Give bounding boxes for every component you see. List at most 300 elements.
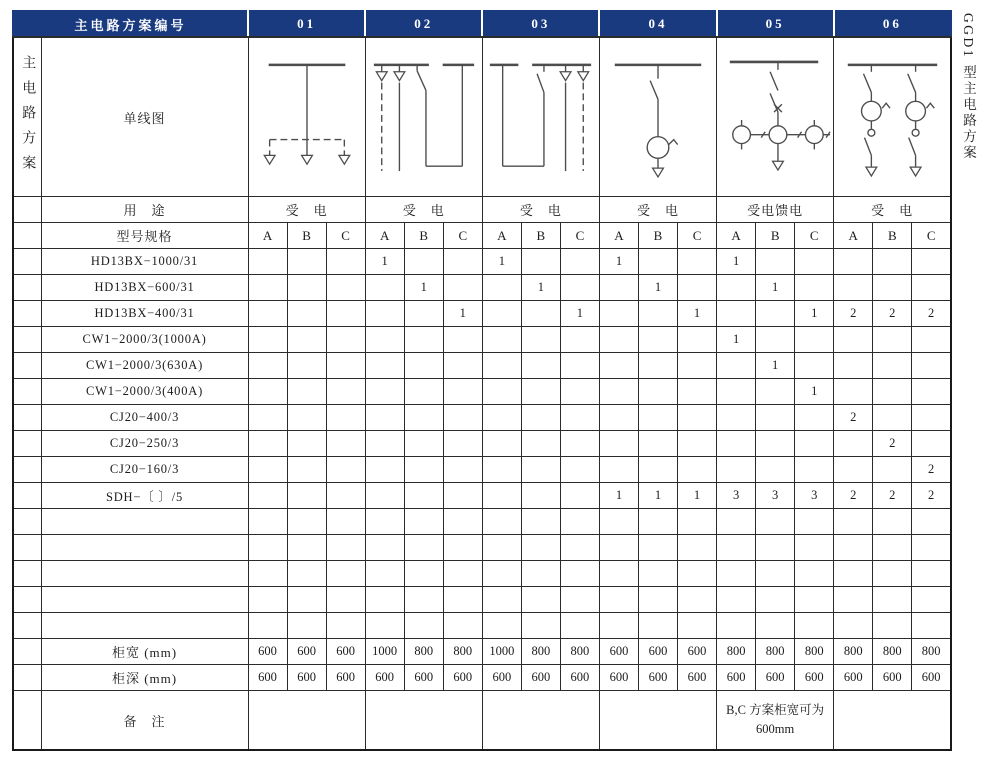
empty-cell — [638, 561, 677, 587]
quantity-cell — [756, 249, 795, 275]
empty-row — [13, 509, 951, 535]
quantity-cell — [443, 457, 482, 483]
spec-subcol-header: A — [365, 223, 404, 249]
empty-cell — [560, 509, 599, 535]
quantity-cell — [599, 275, 638, 301]
empty-cell — [834, 561, 873, 587]
quantity-cell — [365, 353, 404, 379]
empty-label-cell — [41, 613, 248, 639]
empty-label-cell — [41, 509, 248, 535]
dimension-cell: 600 — [287, 665, 326, 691]
quantity-cell — [678, 353, 717, 379]
quantity-cell: 1 — [638, 275, 677, 301]
spacer-cell — [13, 197, 41, 223]
quantity-cell — [482, 405, 521, 431]
empty-cell — [599, 561, 638, 587]
quantity-cell — [248, 301, 287, 327]
scheme-02-diagram — [366, 39, 481, 195]
empty-cell — [678, 587, 717, 613]
dimension-cell: 800 — [873, 639, 912, 665]
diagram-row-label: 单线图 — [41, 37, 248, 197]
empty-cell — [443, 509, 482, 535]
scheme-header-05: 05 — [717, 11, 834, 37]
empty-cell — [717, 613, 756, 639]
side-vertical-label-cell — [13, 37, 41, 197]
quantity-cell — [834, 353, 873, 379]
scheme-02-diagram-cell — [365, 37, 482, 197]
quantity-cell — [287, 457, 326, 483]
quantity-cell: 1 — [560, 301, 599, 327]
quantity-cell — [560, 249, 599, 275]
quantity-cell — [756, 405, 795, 431]
table-body — [13, 37, 951, 750]
spacer-cell — [13, 509, 41, 535]
quantity-cell — [795, 249, 834, 275]
spacer-cell — [13, 379, 41, 405]
scheme-01-diagram-cell — [248, 37, 365, 197]
quantity-cell — [834, 275, 873, 301]
dimension-cell: 1000 — [365, 639, 404, 665]
empty-cell — [404, 509, 443, 535]
empty-cell — [717, 509, 756, 535]
dimension-cell: 600 — [638, 639, 677, 665]
quantity-cell — [638, 431, 677, 457]
empty-cell — [482, 535, 521, 561]
spacer-cell — [13, 639, 41, 665]
quantity-cell — [795, 275, 834, 301]
dimension-cell: 600 — [560, 665, 599, 691]
usage-cell: 受 电 — [365, 197, 482, 223]
quantity-cell — [326, 431, 365, 457]
quantity-cell — [873, 275, 912, 301]
empty-cell — [717, 587, 756, 613]
quantity-cell — [443, 379, 482, 405]
quantity-cell — [248, 483, 287, 509]
scheme-05-diagram-cell — [717, 37, 834, 197]
empty-cell — [795, 561, 834, 587]
quantity-cell: 2 — [873, 483, 912, 509]
model-name: SDH−〔 〕/5 — [41, 483, 248, 509]
spacer-cell — [13, 223, 41, 249]
empty-cell — [287, 587, 326, 613]
single-line-diagram-row — [13, 37, 951, 197]
spec-row — [13, 223, 951, 249]
model-row — [13, 483, 951, 509]
empty-cell — [560, 561, 599, 587]
model-name: CW1−2000/3(1000A) — [41, 327, 248, 353]
quantity-cell — [365, 327, 404, 353]
empty-cell — [834, 535, 873, 561]
dimension-cell: 600 — [404, 665, 443, 691]
quantity-cell: 1 — [599, 249, 638, 275]
spec-subcol-header: C — [560, 223, 599, 249]
empty-cell — [248, 509, 287, 535]
quantity-cell: 2 — [834, 483, 873, 509]
quantity-cell — [326, 379, 365, 405]
quantity-cell — [365, 379, 404, 405]
scheme-06-diagram-cell — [834, 37, 951, 197]
quantity-cell — [287, 405, 326, 431]
empty-cell — [404, 613, 443, 639]
quantity-cell — [638, 249, 677, 275]
dimension-cell: 800 — [521, 639, 560, 665]
empty-cell — [482, 561, 521, 587]
quantity-cell — [717, 275, 756, 301]
empty-cell — [326, 509, 365, 535]
quantity-cell: 1 — [717, 249, 756, 275]
scheme-06-diagram — [835, 39, 950, 195]
quantity-cell — [365, 431, 404, 457]
empty-cell — [756, 535, 795, 561]
empty-cell — [834, 509, 873, 535]
quantity-cell — [404, 301, 443, 327]
empty-cell — [599, 587, 638, 613]
empty-cell — [599, 509, 638, 535]
quantity-cell — [678, 275, 717, 301]
scheme-header-02: 02 — [365, 11, 482, 37]
remark-cell — [834, 691, 951, 751]
quantity-cell: 1 — [521, 275, 560, 301]
quantity-cell — [717, 457, 756, 483]
quantity-cell — [912, 405, 951, 431]
model-name: HD13BX−600/31 — [41, 275, 248, 301]
quantity-cell — [638, 327, 677, 353]
quantity-cell — [873, 353, 912, 379]
empty-cell — [248, 587, 287, 613]
empty-cell — [756, 613, 795, 639]
quantity-cell — [326, 405, 365, 431]
scheme-header-03: 03 — [482, 11, 599, 37]
usage-row-label: 用 途 — [41, 197, 248, 223]
quantity-cell — [560, 275, 599, 301]
quantity-cell: 1 — [365, 249, 404, 275]
quantity-cell — [521, 405, 560, 431]
remark-cell: B,C 方案柜宽可为600mm — [717, 691, 834, 751]
quantity-cell — [365, 483, 404, 509]
spacer-cell — [13, 587, 41, 613]
quantity-cell — [248, 275, 287, 301]
quantity-cell — [287, 275, 326, 301]
quantity-cell: 2 — [834, 405, 873, 431]
usage-row — [13, 197, 951, 223]
spacer-cell — [13, 457, 41, 483]
model-row — [13, 275, 951, 301]
quantity-cell — [248, 431, 287, 457]
dimension-cell: 800 — [717, 639, 756, 665]
empty-cell — [443, 561, 482, 587]
empty-cell — [365, 509, 404, 535]
empty-cell — [795, 535, 834, 561]
dimension-cell: 800 — [756, 639, 795, 665]
quantity-cell — [287, 483, 326, 509]
empty-cell — [326, 561, 365, 587]
dimension-cell: 800 — [912, 639, 951, 665]
quantity-cell — [404, 353, 443, 379]
side-vertical-label: 主电路方案 — [20, 54, 36, 180]
empty-label-cell — [41, 535, 248, 561]
empty-cell — [717, 561, 756, 587]
quantity-cell — [873, 249, 912, 275]
empty-row — [13, 587, 951, 613]
quantity-cell — [287, 301, 326, 327]
dimension-cell: 600 — [443, 665, 482, 691]
quantity-cell — [560, 353, 599, 379]
quantity-cell — [834, 249, 873, 275]
quantity-cell — [912, 249, 951, 275]
spec-subcol-header: B — [404, 223, 443, 249]
quantity-cell — [678, 405, 717, 431]
quantity-cell — [482, 431, 521, 457]
scheme-01-diagram — [249, 39, 364, 195]
dimension-cell: 600 — [678, 639, 717, 665]
quantity-cell — [326, 457, 365, 483]
quantity-cell — [248, 379, 287, 405]
empty-cell — [912, 561, 951, 587]
quantity-cell — [560, 405, 599, 431]
empty-row — [13, 613, 951, 639]
dimension-cell: 600 — [326, 639, 365, 665]
quantity-cell — [678, 457, 717, 483]
quantity-cell — [443, 483, 482, 509]
quantity-cell — [873, 405, 912, 431]
quantity-cell: 1 — [599, 483, 638, 509]
quantity-cell — [287, 327, 326, 353]
quantity-cell — [599, 327, 638, 353]
empty-cell — [521, 535, 560, 561]
spacer-cell — [13, 301, 41, 327]
quantity-cell: 1 — [756, 275, 795, 301]
quantity-cell — [678, 431, 717, 457]
dimension-cell: 800 — [443, 639, 482, 665]
spacer-cell — [13, 483, 41, 509]
quantity-cell — [795, 405, 834, 431]
empty-cell — [912, 587, 951, 613]
quantity-cell — [599, 301, 638, 327]
quantity-cell: 1 — [795, 379, 834, 405]
cabinet-depth-row — [13, 665, 951, 691]
spacer-cell — [13, 353, 41, 379]
table-header — [13, 11, 951, 37]
empty-cell — [443, 613, 482, 639]
spacer-cell — [13, 535, 41, 561]
spacer-cell — [13, 431, 41, 457]
quantity-cell — [365, 275, 404, 301]
quantity-cell — [521, 353, 560, 379]
quantity-cell — [482, 457, 521, 483]
quantity-cell: 1 — [482, 249, 521, 275]
quantity-cell — [560, 379, 599, 405]
spacer-cell — [13, 613, 41, 639]
quantity-cell — [521, 379, 560, 405]
quantity-cell — [326, 301, 365, 327]
empty-cell — [873, 561, 912, 587]
quantity-cell: 1 — [756, 353, 795, 379]
quantity-cell — [482, 275, 521, 301]
model-name: CJ20−400/3 — [41, 405, 248, 431]
empty-cell — [756, 561, 795, 587]
spec-subcol-header: C — [678, 223, 717, 249]
scheme-header-01: 01 — [248, 11, 365, 37]
scheme-header-04: 04 — [599, 11, 716, 37]
quantity-cell — [599, 405, 638, 431]
cabinet-width-row-label: 柜宽 (mm) — [41, 639, 248, 665]
spacer-cell — [13, 327, 41, 353]
spec-subcol-header: B — [638, 223, 677, 249]
quantity-cell — [521, 431, 560, 457]
empty-cell — [678, 535, 717, 561]
cabinet-width-row — [13, 639, 951, 665]
empty-cell — [638, 587, 677, 613]
quantity-cell: 3 — [756, 483, 795, 509]
quantity-cell — [834, 431, 873, 457]
quantity-cell — [482, 327, 521, 353]
empty-cell — [521, 561, 560, 587]
quantity-cell — [873, 457, 912, 483]
empty-cell — [482, 613, 521, 639]
quantity-cell — [560, 457, 599, 483]
quantity-cell — [912, 353, 951, 379]
empty-cell — [404, 535, 443, 561]
empty-cell — [521, 613, 560, 639]
quantity-cell — [287, 431, 326, 457]
dimension-cell: 800 — [404, 639, 443, 665]
quantity-cell — [404, 327, 443, 353]
empty-row — [13, 535, 951, 561]
quantity-cell — [248, 249, 287, 275]
dimension-cell: 600 — [678, 665, 717, 691]
quantity-cell — [287, 353, 326, 379]
usage-cell: 受 电 — [599, 197, 716, 223]
quantity-cell — [599, 353, 638, 379]
remark-cell — [482, 691, 599, 751]
quantity-cell — [326, 483, 365, 509]
model-row — [13, 249, 951, 275]
quantity-cell — [443, 405, 482, 431]
empty-cell — [795, 613, 834, 639]
quantity-cell — [717, 431, 756, 457]
quantity-cell — [873, 379, 912, 405]
empty-cell — [365, 613, 404, 639]
model-row — [13, 379, 951, 405]
empty-cell — [834, 613, 873, 639]
dimension-cell: 1000 — [482, 639, 521, 665]
quantity-cell — [834, 327, 873, 353]
empty-cell — [678, 509, 717, 535]
spacer-cell — [13, 691, 41, 751]
quantity-cell — [443, 249, 482, 275]
quantity-cell: 2 — [912, 301, 951, 327]
quantity-cell — [365, 457, 404, 483]
quantity-cell — [326, 327, 365, 353]
quantity-cell — [287, 379, 326, 405]
model-row — [13, 431, 951, 457]
quantity-cell: 2 — [873, 301, 912, 327]
quantity-cell — [599, 431, 638, 457]
spacer-cell — [13, 405, 41, 431]
dimension-cell: 600 — [599, 639, 638, 665]
empty-cell — [326, 587, 365, 613]
quantity-cell — [795, 457, 834, 483]
quantity-cell — [560, 483, 599, 509]
remark-row-label: 备 注 — [41, 691, 248, 751]
empty-cell — [834, 587, 873, 613]
dimension-cell: 600 — [638, 665, 677, 691]
quantity-cell — [248, 353, 287, 379]
quantity-cell — [248, 327, 287, 353]
empty-cell — [756, 509, 795, 535]
dimension-cell: 600 — [326, 665, 365, 691]
spec-subcol-header: C — [795, 223, 834, 249]
usage-cell: 受 电 — [482, 197, 599, 223]
dimension-cell: 600 — [834, 665, 873, 691]
model-row — [13, 353, 951, 379]
header-title: 主电路方案编号 — [13, 11, 248, 37]
spec-subcol-header: B — [873, 223, 912, 249]
model-name: CW1−2000/3(400A) — [41, 379, 248, 405]
dimension-cell: 600 — [482, 665, 521, 691]
usage-cell: 受 电 — [248, 197, 365, 223]
dimension-cell: 600 — [756, 665, 795, 691]
quantity-cell: 3 — [795, 483, 834, 509]
empty-row — [13, 561, 951, 587]
quantity-cell — [521, 301, 560, 327]
empty-cell — [248, 561, 287, 587]
scheme-05-diagram — [718, 39, 833, 195]
quantity-cell — [717, 379, 756, 405]
empty-cell — [599, 535, 638, 561]
empty-label-cell — [41, 587, 248, 613]
dimension-cell: 800 — [795, 639, 834, 665]
dimension-cell: 600 — [248, 639, 287, 665]
quantity-cell — [638, 405, 677, 431]
quantity-cell — [717, 353, 756, 379]
quantity-cell: 2 — [873, 431, 912, 457]
remark-cell — [365, 691, 482, 751]
quantity-cell — [795, 353, 834, 379]
empty-cell — [365, 587, 404, 613]
quantity-cell — [248, 457, 287, 483]
quantity-cell — [287, 249, 326, 275]
empty-cell — [912, 509, 951, 535]
empty-cell — [912, 613, 951, 639]
empty-cell — [599, 613, 638, 639]
quantity-cell — [678, 379, 717, 405]
empty-cell — [404, 561, 443, 587]
empty-cell — [443, 535, 482, 561]
quantity-cell — [599, 379, 638, 405]
quantity-cell — [521, 327, 560, 353]
quantity-cell: 1 — [678, 301, 717, 327]
quantity-cell — [326, 353, 365, 379]
empty-cell — [560, 587, 599, 613]
quantity-cell: 1 — [443, 301, 482, 327]
quantity-cell — [482, 301, 521, 327]
empty-cell — [912, 535, 951, 561]
spec-subcol-header: B — [756, 223, 795, 249]
quantity-cell — [404, 405, 443, 431]
quantity-cell: 1 — [717, 327, 756, 353]
model-row — [13, 327, 951, 353]
empty-cell — [873, 509, 912, 535]
dimension-cell: 600 — [521, 665, 560, 691]
quantity-cell: 1 — [678, 483, 717, 509]
quantity-cell — [599, 457, 638, 483]
empty-cell — [365, 561, 404, 587]
empty-cell — [443, 587, 482, 613]
quantity-cell — [638, 379, 677, 405]
quantity-cell — [404, 483, 443, 509]
empty-cell — [717, 535, 756, 561]
